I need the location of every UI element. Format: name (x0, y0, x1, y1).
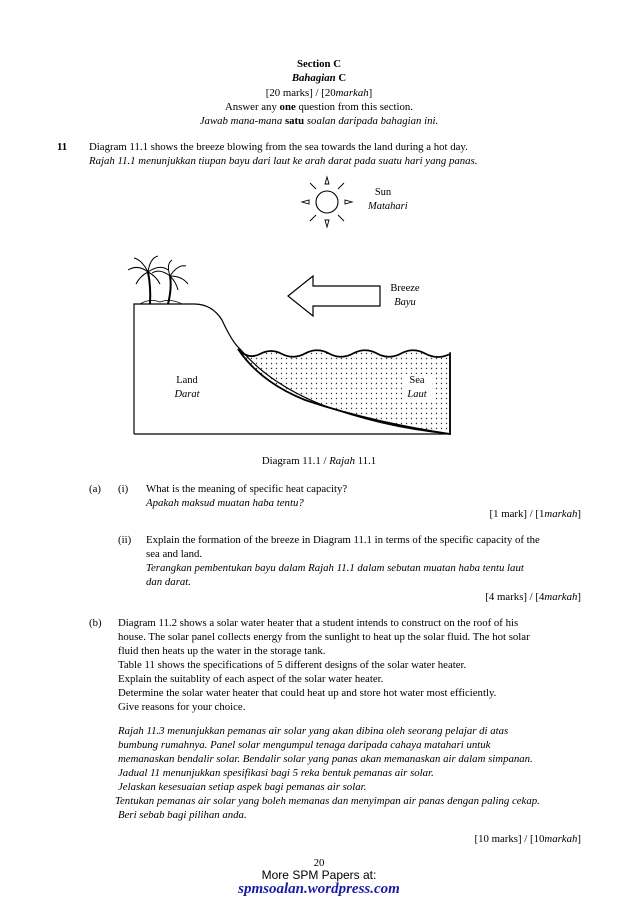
part-b-ms-line: Jadual 11 menunjukkan spesifikasi bagi 5 reka bentuk pemanas air solar. (118, 767, 434, 779)
breeze-label-en: Breeze (390, 283, 420, 294)
part-a-ii-ms-1: Terangkan pembentukan bayu dalam Rajah 11.1 dalam sebutan muatan haba tentu laut (146, 562, 524, 574)
part-a-i-en: What is the meaning of specific heat capacity? (146, 483, 348, 495)
land-label-ms: Darat (174, 389, 200, 400)
question-intro-ms: Rajah 11.1 menunjukkan tiupan bayu dari laut ke arah darat pada suatu hari yang panas. (89, 155, 478, 167)
section-marks-en: [20 marks] / [20 (265, 87, 336, 99)
section-marks-ms: markah (335, 87, 369, 99)
palm-tree-icon (128, 256, 188, 304)
part-b-marks-en: [10 marks] / [10 (474, 833, 545, 845)
caption-en: Diagram 11.1 / (261, 455, 327, 467)
diagram-11-1 (120, 172, 580, 447)
instruction-ms-bold: satu (284, 115, 305, 127)
part-b-ms-line: bumbung rumahnya. Panel solar mengumpul tenaga daripada cahaya matahari untuk (118, 739, 491, 751)
section-marks (0, 86, 638, 100)
part-a-ii-marks-en: [4 marks] / [4 (485, 591, 545, 603)
instruction-bold: one (279, 101, 296, 113)
part-b-en-line: Determine the solar water heater that could heat up and store hot water most efficiently. (118, 687, 497, 699)
section-ms-prefix: Bahagian (291, 72, 336, 84)
part-b-en-line: Diagram 11.2 shows a solar water heater that a student intends to construct on the roof of his (118, 617, 519, 629)
part-b-marks-ms: markah (544, 833, 578, 845)
caption-ms: Rajah (329, 455, 355, 467)
footer-website-link[interactable]: spmsoalan.wordpress.com (238, 881, 400, 897)
instruction-ms (0, 114, 638, 128)
sea-label-ms: Laut (407, 389, 427, 400)
part-b-ms-line: memanaskan bendalir solar. Bendalir solar yang panas akan memanaskan air dalam simpanan. (118, 753, 533, 765)
footer-more-text: More SPM Papers at: (261, 868, 377, 882)
part-a-ii-en-2: sea and land. (146, 548, 203, 560)
section-ms-letter: C (338, 72, 347, 84)
part-b-en-line: Explain the suitablity of each aspect of the solar water heater. (118, 673, 384, 685)
part-b-ms-line: Tentukan pemanas air solar yang boleh memanas dan menyimpan air panas dengan paling cekap. (115, 795, 540, 807)
part-a-label: (a) (89, 483, 101, 495)
part-b-ms-line: Rajah 11.3 menunjukkan pemanas air solar yang akan dibina oleh seorang pelajar di atas (118, 725, 509, 737)
diagram-caption (0, 454, 638, 468)
sun-label-en: Sun (374, 187, 392, 198)
part-b-en-line: Table 11 shows the specifications of 5 different designs of the solar water heater. (118, 659, 467, 671)
part-b-label: (b) (89, 617, 102, 629)
part-b-en-line: Give reasons for your choice. (118, 701, 246, 713)
part-b-ms-line: Beri sebab bagi pilihan anda. (118, 809, 247, 821)
sun-label-ms: Matahari (368, 201, 408, 212)
part-a-ii-marks-ms: markah (544, 591, 578, 603)
breeze-label-ms: Bayu (394, 297, 416, 308)
part-a-ii-en-1: Explain the formation of the breeze in Diagram 11.1 in terms of the specific capacity of the (146, 534, 540, 546)
question-intro-en: Diagram 11.1 shows the breeze blowing from the sea towards the land during a hot day. (89, 141, 468, 153)
sun-label (368, 186, 408, 214)
sun-icon (302, 177, 352, 227)
instruction-a: Answer any (224, 101, 277, 113)
sea-label (402, 374, 432, 402)
instruction-b: question from this section. (298, 101, 414, 113)
land-label-en: Land (176, 375, 198, 386)
question-number: 11 (57, 141, 68, 153)
part-a-ii-marks: [4 marks] / [4markah] (485, 591, 581, 603)
sea-label-en: Sea (409, 375, 425, 386)
part-a-i-label: (i) (118, 483, 129, 495)
instruction-ms-a: Jawab mana-mana (199, 115, 283, 127)
section-marks-close: ] (368, 87, 373, 99)
section-title: Section C (296, 58, 342, 70)
part-b-marks: [10 marks] / [10markah] (474, 833, 581, 845)
instruction-ms-b: soalan daripada bahagian ini. (306, 115, 439, 127)
instruction (0, 100, 638, 114)
diagram-svg (120, 172, 580, 447)
part-a-i-marks-ms: markah (544, 508, 578, 520)
part-a-i-marks-en: [1 mark] / [1 (489, 508, 545, 520)
part-b-en-line: house. The solar panel collects energy from the sunlight to heat up the solar fluid. The hot solar (118, 631, 530, 643)
part-b-ms-line: Jelaskan kesesuaian setiap aspek bagi pemanas air solar. (118, 781, 367, 793)
part-a-i-ms: Apakah maksud muatan haba tentu? (146, 497, 304, 509)
part-a-ii-ms-2: dan darat. (146, 576, 191, 588)
part-a-ii-label: (ii) (118, 534, 132, 546)
breeze-label (385, 282, 425, 310)
page-number: 20 (313, 857, 325, 869)
breeze-arrow-icon (288, 276, 380, 316)
part-a-i-marks: [1 mark] / [1markah] (489, 508, 581, 520)
part-b-en-line: fluid then heats up the water in the storage tank. (118, 645, 326, 657)
land-label (170, 374, 204, 402)
caption-num: 11.1 (357, 455, 377, 467)
section-title-ms (0, 71, 638, 85)
